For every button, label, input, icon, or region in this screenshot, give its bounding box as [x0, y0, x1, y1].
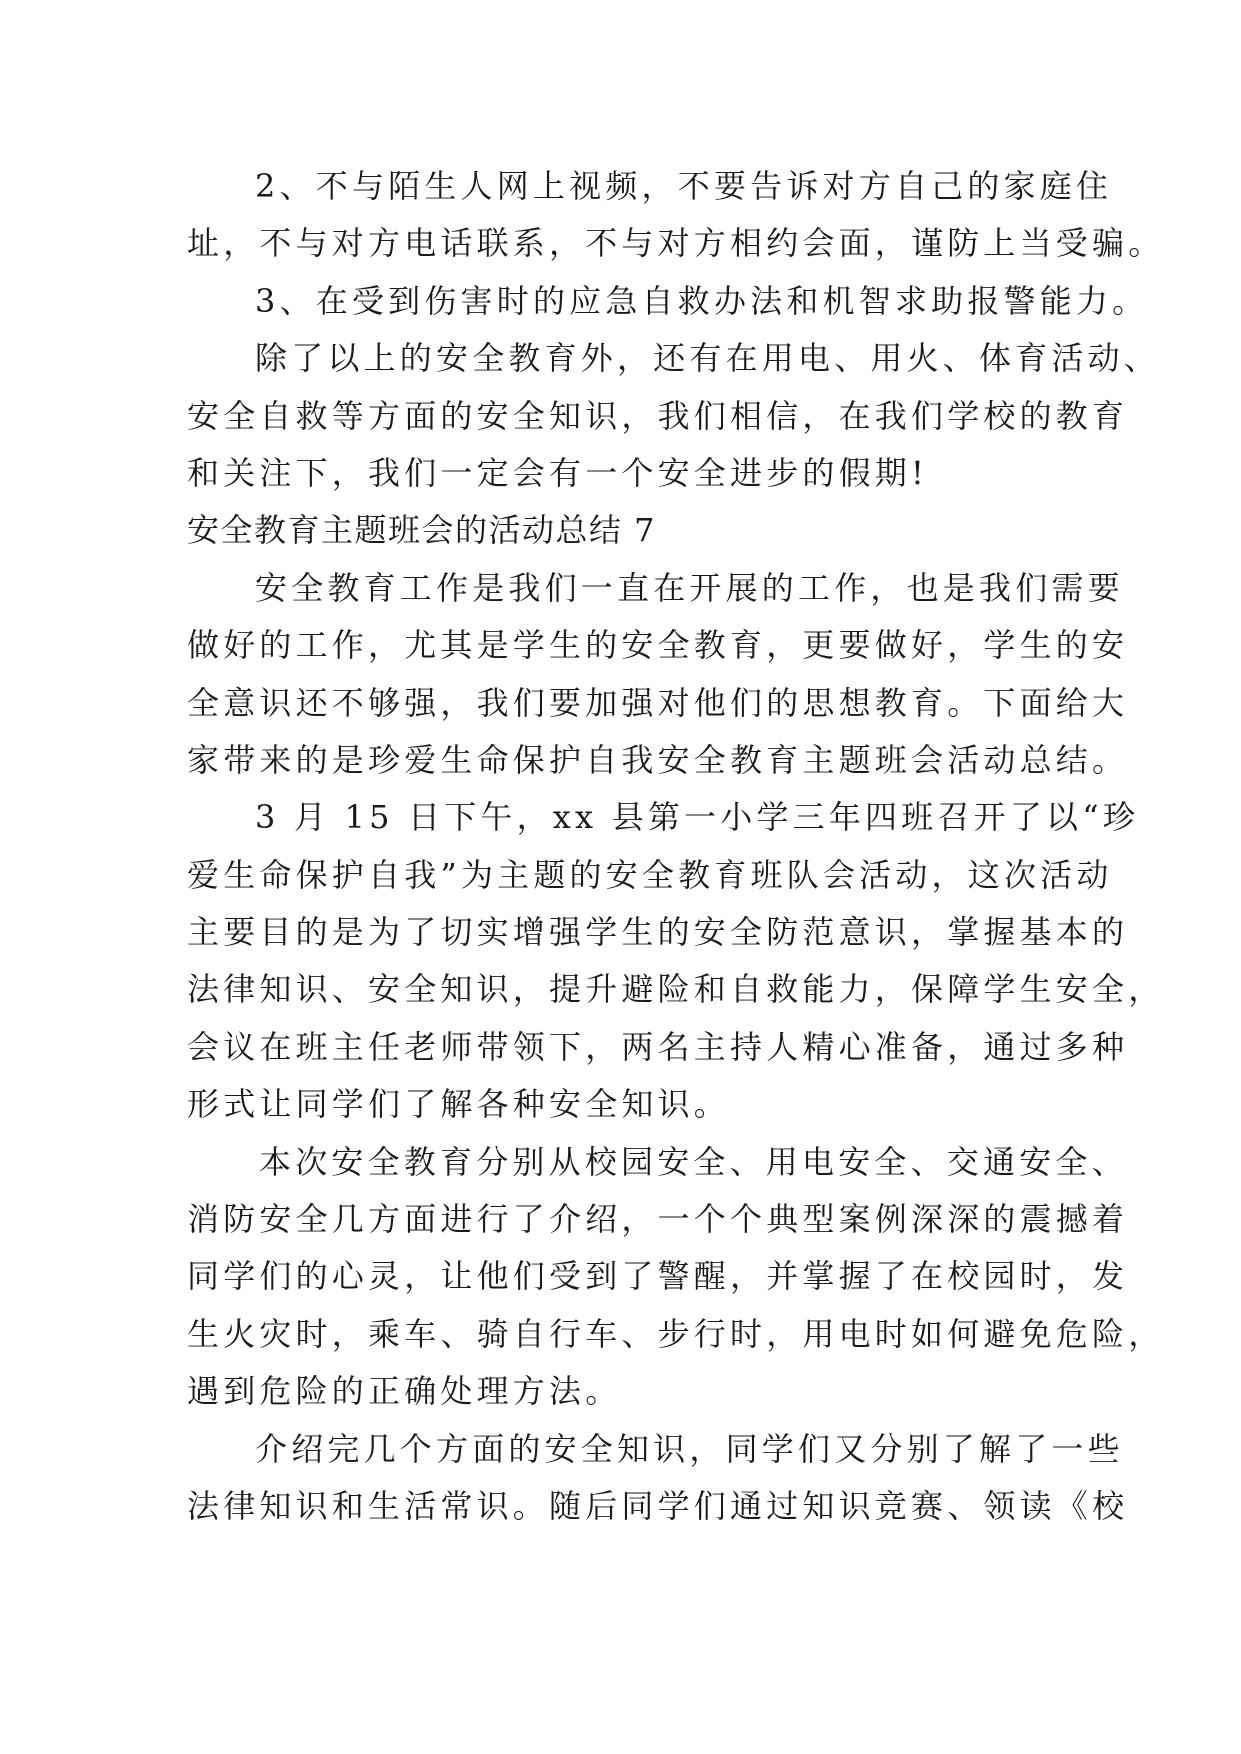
paragraph-line: 除了以上的安全教育外，还有在用电、用火、体育活动、: [255, 339, 1161, 378]
paragraph-line: 3、在受到伤害时的应急自救办法和机智求助报警能力。: [255, 281, 1149, 320]
paragraph-line: 主要目的是为了切实增强学生的安全防范意识，掌握基本的: [187, 913, 1129, 952]
paragraph-line: 安全教育工作是我们一直在开展的工作，也是我们需要: [255, 568, 1124, 607]
paragraph-line: 本次安全教育分别从校园安全、用电安全、交通安全、: [259, 1142, 1128, 1181]
paragraph-line: 爱生命保护自我”为主题的安全教育班队会活动，这次活动: [187, 855, 1113, 894]
paragraph-line: 全意识还不够强，我们要加强对他们的思想教育。下面给大: [187, 683, 1129, 722]
paragraph-line: 法律知识和生活常识。随后同学们通过知识竞赛、领读《校: [187, 1486, 1129, 1525]
paragraph-line: 生火灾时，乘车、骑自行车、步行时，用电时如何避免危险，: [187, 1314, 1165, 1353]
paragraph-line: 介绍完几个方面的安全知识，同学们又分别了解了一些: [255, 1429, 1124, 1468]
paragraph-line: 消防安全几方面进行了介绍，一个个典型案例深深的震撼着: [187, 1200, 1129, 1239]
paragraph-line: 做好的工作，尤其是学生的安全教育，更要做好，学生的安: [187, 626, 1129, 665]
paragraph-line: 形式让同学们了解各种安全知识。: [187, 1085, 731, 1124]
paragraph-line: 会议在班主任老师带领下，两名主持人精心准备，通过多种: [187, 1027, 1129, 1066]
document-body: [187, 158, 1165, 1535]
paragraph-line: 同学们的心灵，让他们受到了警醒，并掌握了在校园时，发: [187, 1257, 1129, 1296]
paragraph-line: 法律知识、安全知识，提升避险和自救能力，保障学生安全，: [187, 970, 1165, 1009]
paragraph-line: 3 月 15 日下午，xx 县第一小学三年四班召开了以“珍: [255, 798, 1140, 837]
paragraph-line: 安全自救等方面的安全知识，我们相信，在我们学校的教育: [187, 396, 1129, 435]
section-heading: 安全教育主题班会的活动总结 7: [187, 511, 657, 550]
paragraph-line: 和关注下，我们一定会有一个安全进步的假期!: [187, 453, 929, 492]
paragraph-line: 址，不与对方电话联系，不与对方相约会面，谨防上当受骗。: [187, 224, 1165, 263]
paragraph-line: 2、不与陌生人网上视频，不要告诉对方自己的家庭住: [255, 167, 1113, 205]
paragraph-line: 家带来的是珍爱生命保护自我安全教育主题班会活动总结。: [187, 740, 1129, 779]
paragraph-line: 遇到危险的正确处理方法。: [187, 1372, 622, 1411]
